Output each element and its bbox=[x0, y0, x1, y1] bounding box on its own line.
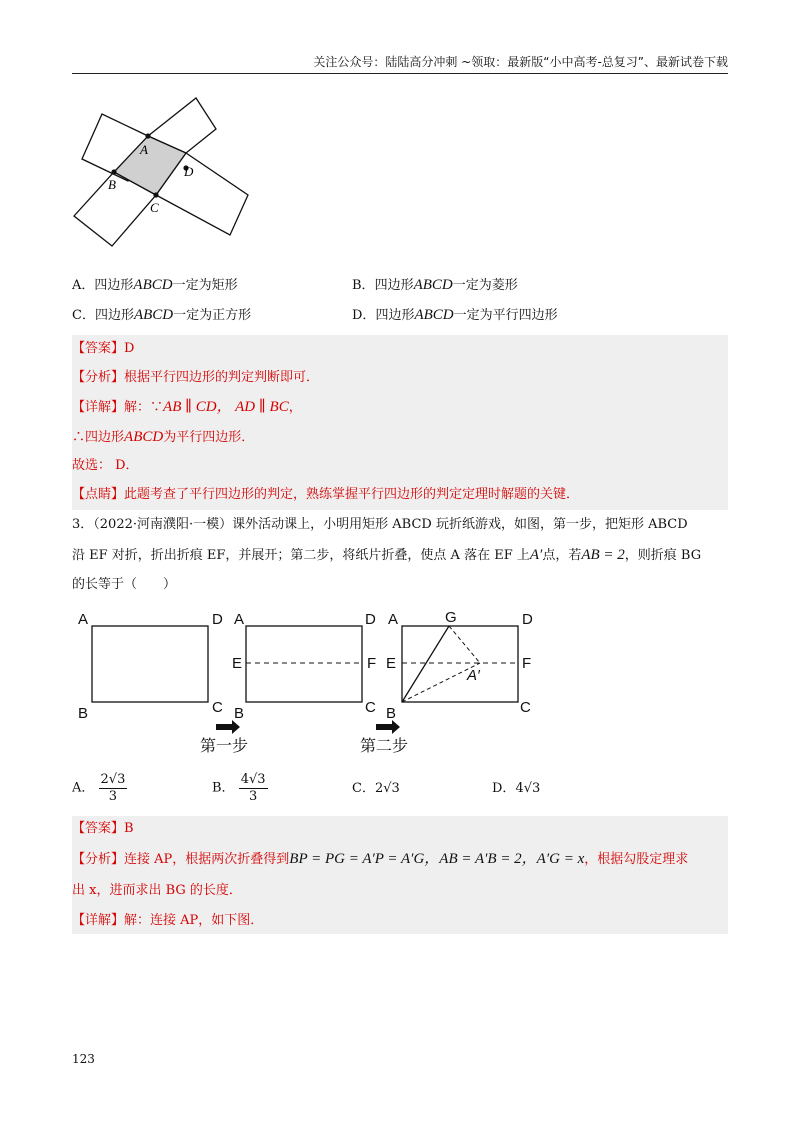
svg-text:D: D bbox=[522, 611, 533, 628]
svg-text:B: B bbox=[78, 705, 89, 722]
svg-text:A′: A′ bbox=[467, 667, 480, 684]
point-a bbox=[145, 133, 150, 138]
seg-g-aprime bbox=[449, 626, 480, 663]
q3-detail-line: 【详解】解：连接 AP，如下图． bbox=[72, 913, 264, 928]
svg-text:D: D bbox=[365, 611, 376, 628]
step2-label: 第二步 bbox=[360, 736, 409, 755]
rect-step2 bbox=[402, 626, 518, 702]
svg-text:G: G bbox=[445, 609, 457, 626]
q2-therefore-line: ∴四边形ABCD为平行四边形． bbox=[72, 429, 255, 445]
q2-option-d: D．四边形ABCD一定为平行四边形 bbox=[352, 307, 558, 323]
shaded-parallelogram bbox=[114, 136, 186, 195]
svg-text:F: F bbox=[367, 655, 377, 672]
svg-text:B: B bbox=[234, 705, 245, 722]
q2-option-a: A．四边形ABCD一定为矩形 bbox=[72, 277, 238, 293]
svg-text:C: C bbox=[365, 699, 376, 716]
q2-choose-line: 故选： D． bbox=[72, 458, 139, 473]
q3-option-b: B． $\frac{4√3}{3}$ bbox=[212, 772, 266, 804]
q2-detail-line: 【详解】解：∵AB ∥ CD， AD ∥ BC， bbox=[72, 399, 302, 415]
svg-text:E: E bbox=[232, 655, 243, 672]
svg-text:D: D bbox=[212, 611, 223, 628]
svg-text:A: A bbox=[78, 611, 89, 628]
label-d: D bbox=[184, 164, 194, 179]
q3-analysis-line-2: 出 x，进而求出 BG 的长度． bbox=[72, 883, 242, 898]
svg-text:C: C bbox=[520, 699, 531, 716]
q3-option-d: D．4√3 bbox=[492, 781, 541, 796]
arrow-step1-icon bbox=[216, 720, 240, 734]
q3-analysis-line: 【分析】连接 AP，根据两次折叠得到BP = PG = A′P = A′G，AB = A′B = 2，A′G = x，根据勾股定理求 bbox=[72, 851, 689, 867]
q2-answer-line: 【答案】D bbox=[72, 341, 135, 356]
q2-option-c: C．四边形ABCD一定为正方形 bbox=[72, 307, 252, 323]
crease-bg bbox=[402, 626, 449, 702]
rect-step0 bbox=[92, 626, 208, 702]
step1-label: 第一步 bbox=[200, 736, 249, 755]
svg-text:E: E bbox=[386, 655, 397, 672]
page-number: 123 bbox=[72, 1052, 95, 1066]
label-a: A bbox=[140, 142, 148, 157]
svg-text:F: F bbox=[522, 655, 532, 672]
svg-text:B: B bbox=[386, 705, 397, 722]
point-c bbox=[153, 192, 158, 197]
svg-text:C: C bbox=[212, 699, 223, 716]
label-c: C bbox=[150, 200, 159, 215]
rect-step1 bbox=[246, 626, 362, 702]
q2-analysis-line: 【分析】根据平行四边形的判定判断即可． bbox=[72, 370, 320, 385]
q2-comment-line: 【点睛】此题考查了平行四边形的判定，熟练掌握平行四边形的判定定理时解题的关键． bbox=[72, 487, 580, 502]
q3-answer-line: 【答案】B bbox=[72, 821, 134, 836]
q2-option-b: B．四边形ABCD一定为菱形 bbox=[352, 277, 518, 293]
svg-text:A: A bbox=[388, 611, 399, 628]
figure-folding-steps bbox=[72, 606, 542, 756]
point-b bbox=[111, 169, 116, 174]
page-header: 关注公众号：陆陆高分冲刺 ~领取：最新版“小中高考-总复习”、最新试卷下载 bbox=[72, 55, 728, 74]
q3-line-3: 的长等于（ ） bbox=[72, 577, 177, 592]
arrow-step2-icon bbox=[376, 720, 400, 734]
svg-text:A: A bbox=[234, 611, 245, 628]
figure-parallelogram-squares bbox=[70, 92, 260, 252]
q3-line-1: 3．（2022·河南濮阳·一模）课外活动课上，小明用矩形 ABCD 玩折纸游戏，如图，第一步，把矩形 ABCD bbox=[72, 517, 688, 532]
q3-option-c: C．2√3 bbox=[352, 781, 400, 796]
q2-answer-box bbox=[72, 335, 728, 510]
label-b: B bbox=[108, 177, 116, 192]
q3-line-2: 沿 EF 对折，折出折痕 EF，并展开；第二步，将纸片折叠，使点 A 落在 EF 上A′点，若AB = 2，则折痕 BG bbox=[72, 547, 702, 563]
q3-option-a: A． $\frac{2√3}{3}$ bbox=[72, 772, 126, 804]
